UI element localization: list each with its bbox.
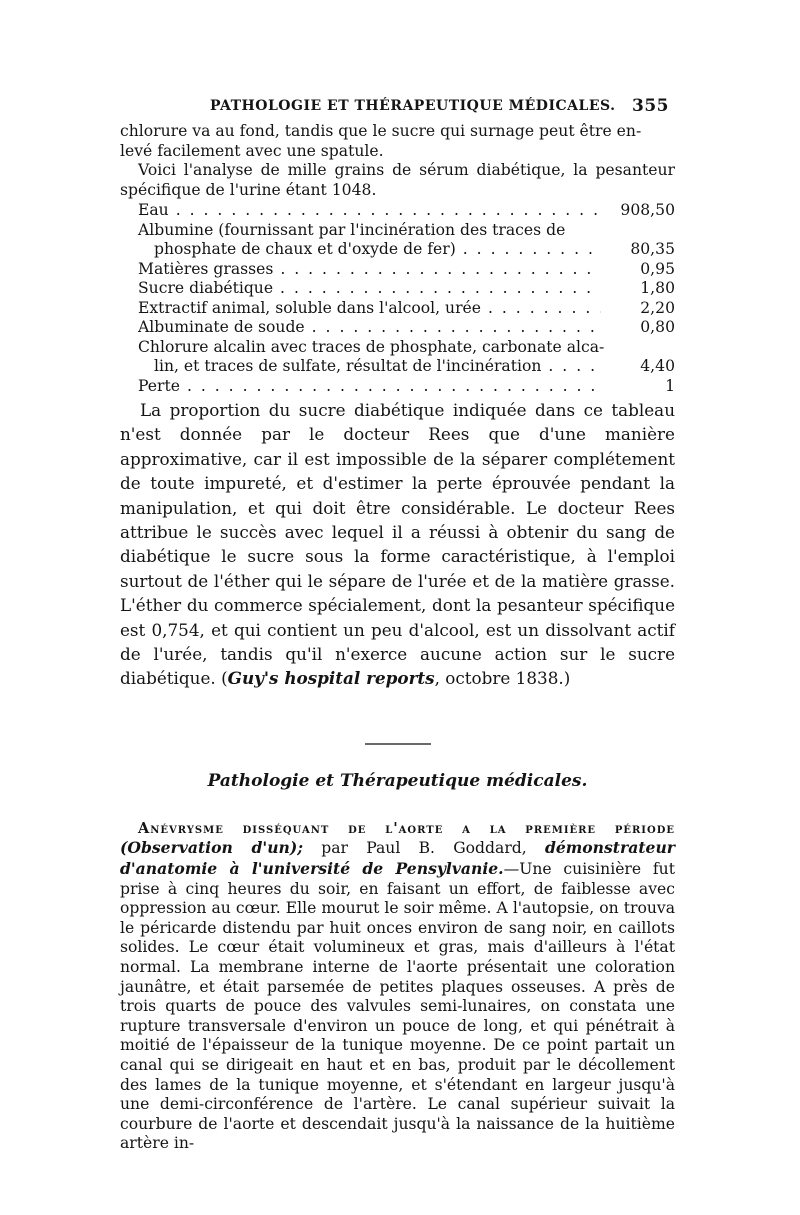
table-row xyxy=(120,201,675,221)
row-value: 80,35 xyxy=(630,240,675,258)
row-value: 908,50 xyxy=(620,201,675,219)
intro-line-1: chlorure va au fond, tandis que le sucre qui surnage peut être en- xyxy=(120,122,642,140)
discussion-block xyxy=(120,398,675,691)
intro-paragraph: Voici l'analyse de mille grains de sérum diabétique, la pesanteur spécifique de l'urine étant 1048. xyxy=(120,161,675,199)
row-label: Albuminate de soude . . . xyxy=(138,318,601,338)
row-value: 0,80 xyxy=(640,318,675,336)
table-row xyxy=(120,279,675,299)
intro-line-2: levé facilement avec une spatule. xyxy=(120,141,384,160)
row-label: Albumine (fournissant par l'incinération des traces de xyxy=(138,220,566,239)
table-row xyxy=(120,299,675,319)
row-value: 4,40 xyxy=(640,357,675,375)
running-title: PATHOLOGIE ET THÉRAPEUTIQUE MÉDICALES. xyxy=(210,98,616,114)
table-row xyxy=(120,260,675,280)
row-value: 2,20 xyxy=(640,298,675,317)
article-paragraph xyxy=(120,819,675,1154)
table-row xyxy=(120,377,675,397)
row-value: 1,80 xyxy=(640,279,675,297)
table-row xyxy=(120,318,675,338)
row-label: Eau . . . xyxy=(138,201,601,221)
discussion-text: La proportion du sucre diabétique indiquée dans ce tableau n'est donnée par le docteur Rees que d'une manière approximative, car il est impossible de la séparer complétement de toute impureté, et d'estimer la perte éprouvée pendant la manipulation, et qui doit être considérable. Le docteur Rees attribue le succès avec lequel il a réussi à obtenir du sang de diabétique le sucre sous la forme caractéristique, à l'emploi surtout de l'éther qui le sépare de l'urée et de la matière grasse. L'éther du commerce spécialement, dont la pesanteur spécifique est 0,754, et qui contient un peu d'alcool, est un dissolvant actif de l'urée, tandis qu'il n'exerce aucune action sur le sucre diabétique. xyxy=(120,400,675,689)
observation-label: (Observation d'un); xyxy=(120,838,304,858)
table-row xyxy=(120,338,675,377)
author-prefix: par Paul B. Goddard, xyxy=(303,839,545,858)
citation-tail: , octobre 1838.) xyxy=(434,668,571,689)
analysis-table xyxy=(120,201,675,396)
page-number: 355 xyxy=(632,96,669,116)
discussion-paragraph xyxy=(120,398,675,691)
row-label-continued: phosphate de chaux et d'oxyde de fer) . . . xyxy=(154,240,601,260)
article-block xyxy=(120,819,675,1154)
row-label: Extractif animal, soluble dans l'alcool, urée . . . xyxy=(138,299,601,319)
citation-title: Guy's hospital reports xyxy=(227,668,435,689)
row-label: Matières grasses . . . xyxy=(138,260,601,280)
row-label: Chlorure alcalin avec traces de phosphate, carbonate alca- xyxy=(138,337,605,356)
row-value: 0,95 xyxy=(640,259,675,278)
row-value: 1 xyxy=(665,376,675,395)
intro-block xyxy=(120,122,675,200)
running-head xyxy=(120,96,675,122)
book-page xyxy=(120,96,675,1154)
section-heading: Pathologie et Thérapeutique médicales. xyxy=(207,770,588,791)
row-label-continued: lin, et traces de sulfate, résultat de l'incinération . . . xyxy=(154,357,601,377)
row-label: Sucre diabétique . . . xyxy=(138,279,601,299)
table-row xyxy=(120,221,675,260)
row-label: Perte . . . xyxy=(138,377,601,397)
section-divider xyxy=(365,743,431,745)
article-title: Anévrysme disséquant de l'aorte a la première période xyxy=(138,819,675,837)
citation-open: ( xyxy=(221,668,228,689)
article-text: —Une cuisinière fut prise à cinq heures du soir, en faisant un effort, de faiblesse avec oppression au cœur. Elle mourut le soir même. A l'autopsie, on trouva le péricarde distendu par huit onces environ de sang noir, en caillots solides. Le cœur était volumineux et gras, mais d'ailleurs à l'état normal. La membrane interne de l'aorte présentait une coloration jaunâtre, et était parsemée de petites plaques osseuses. A près de trois quarts de pouce des valvules semi-lunaires, on constata une rupture transversale d'environ un pouce de long, et qui pénétrait à moitié de l'épaisseur de la tunique moyenne. De ce point partait un canal qui se dirigeait en haut et en bas, produit par le décollement des lames de la tunique moyenne, et s'étendant en largeur jusqu'à une demi-circonférence de l'artère. Le canal supérieur suivait la courbure de l'aorte et descendait jusqu'à la naissance de la huitième artère in- xyxy=(120,860,675,1153)
author-role: démonstrateur d'anatomie à l'université de Pensylvanie. xyxy=(120,838,675,879)
